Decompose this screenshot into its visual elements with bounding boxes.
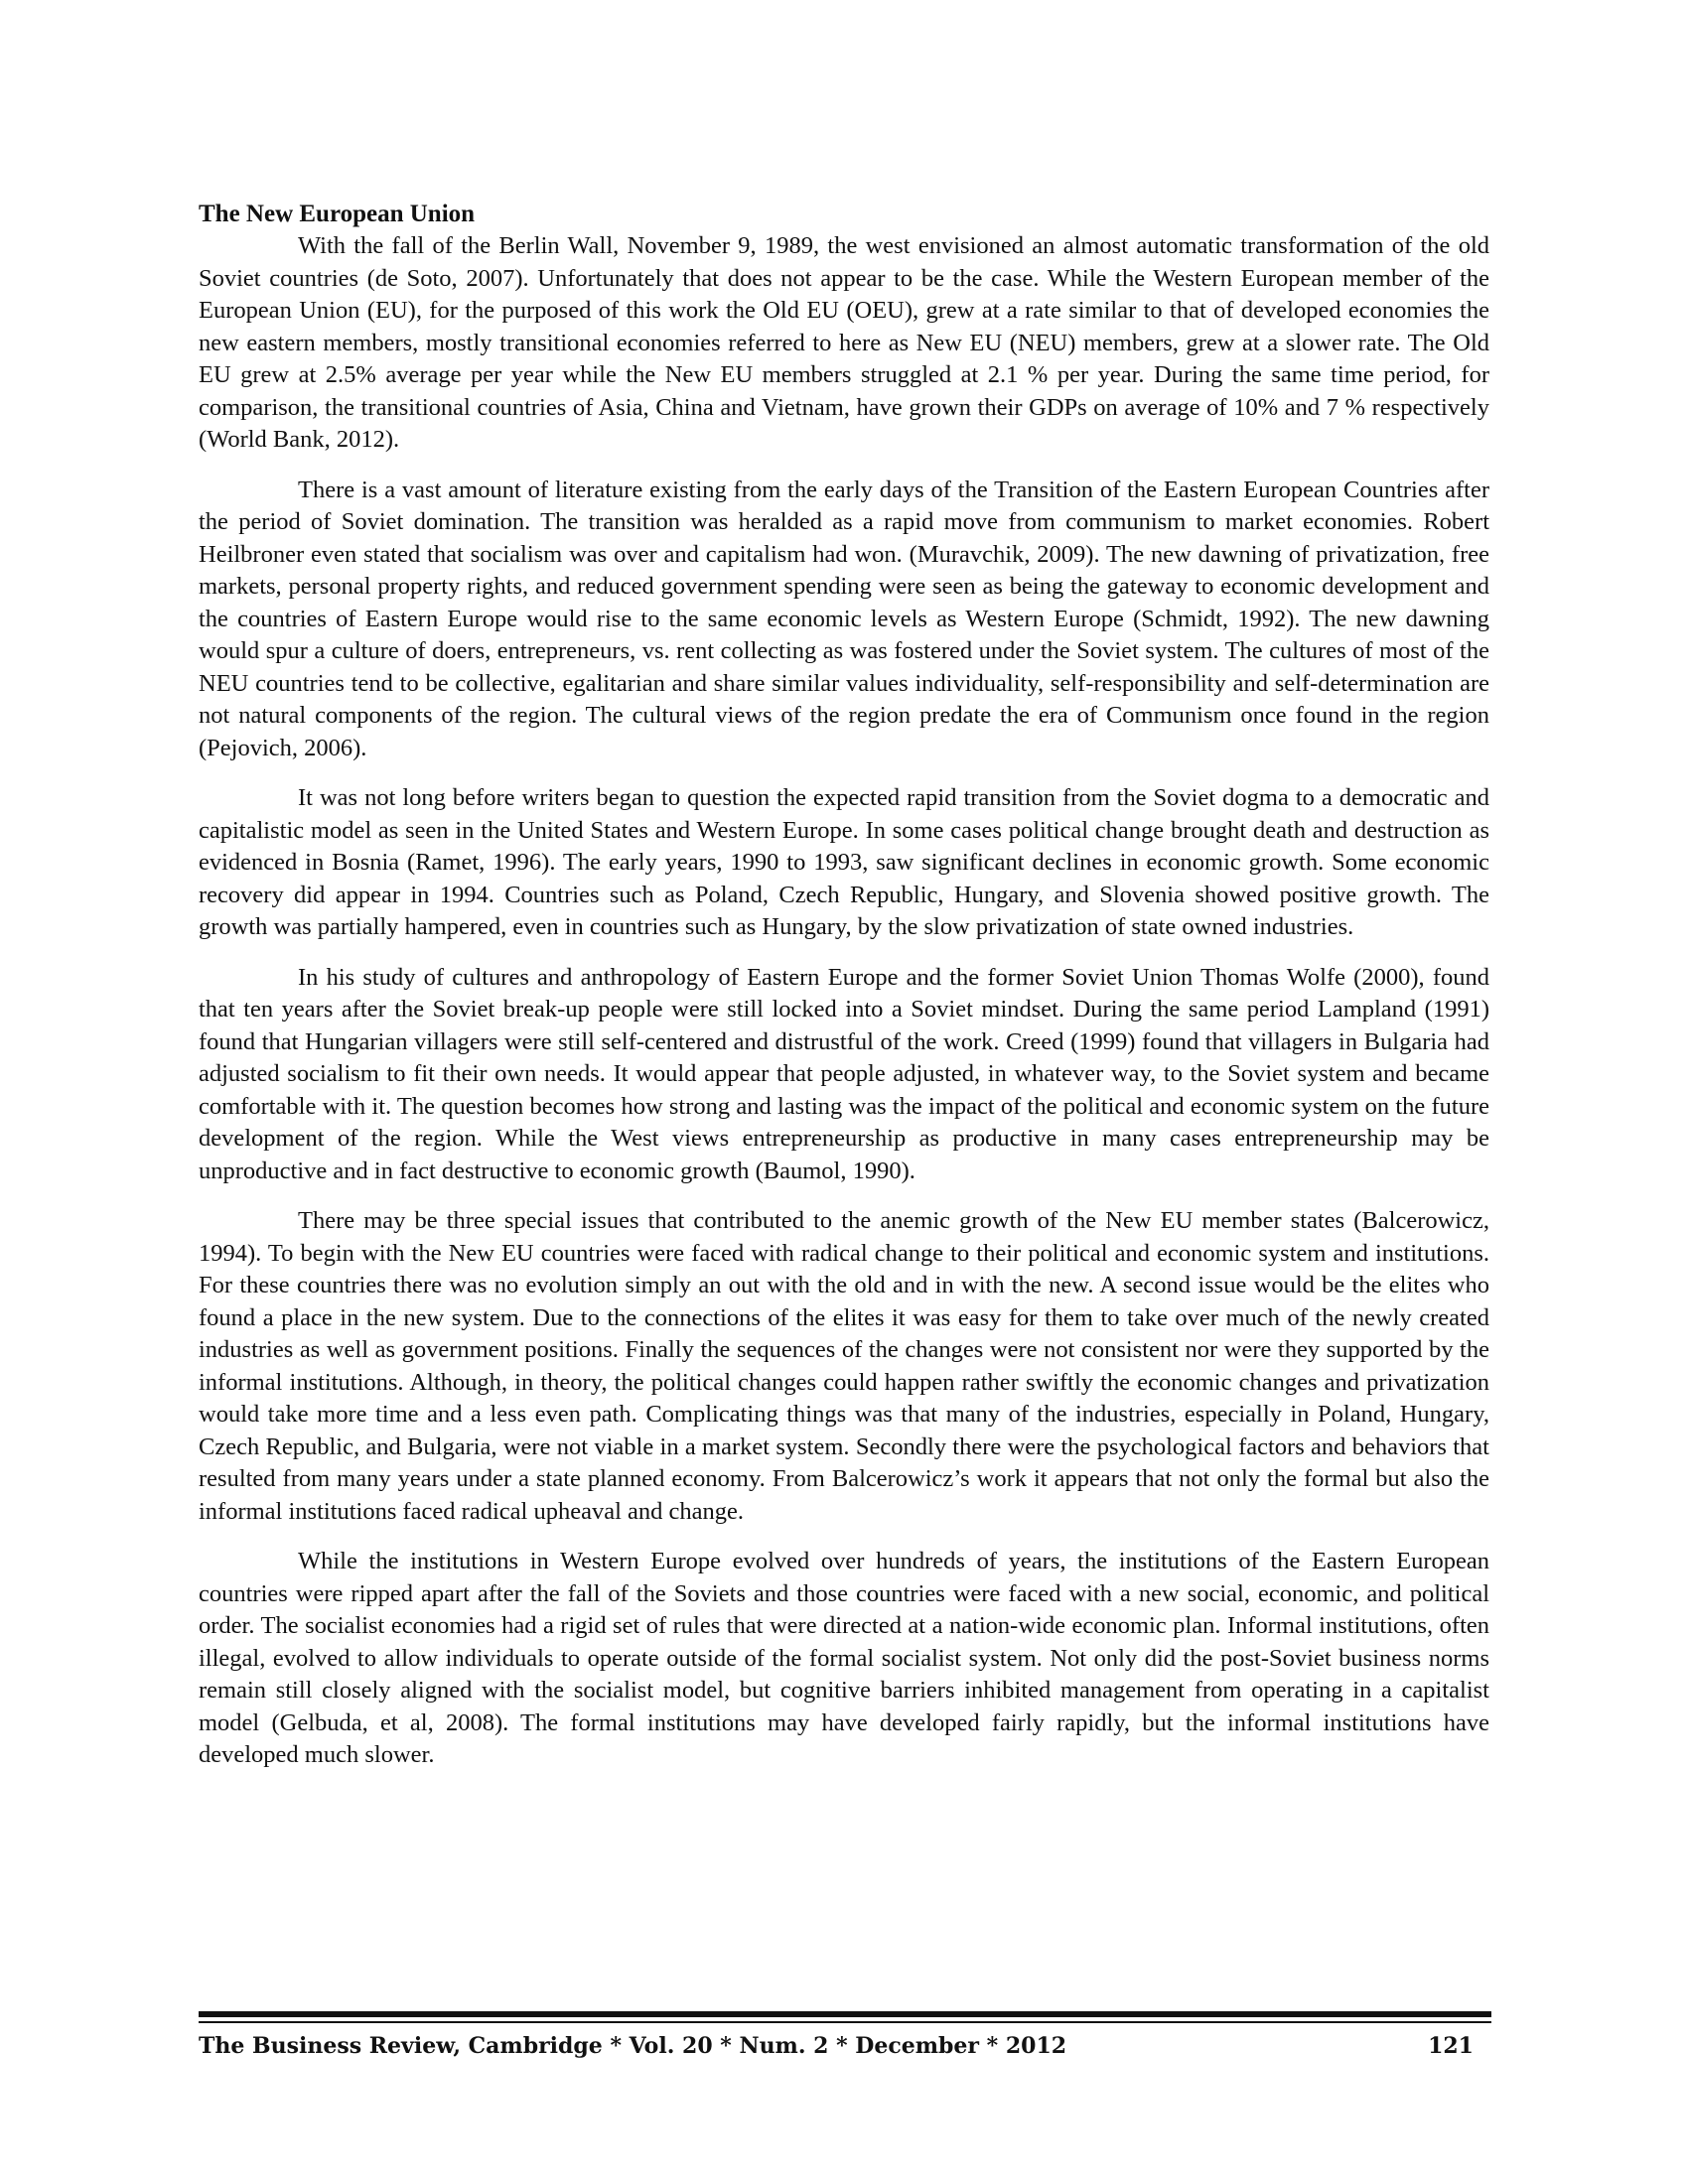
page-number: 121	[1428, 2033, 1474, 2059]
footer-rule-thick	[199, 2011, 1491, 2017]
footer-rule-thin	[199, 2021, 1491, 2023]
paragraph-5: There may be three special issues that contributed to the anemic growth of the New EU member states (Balcerowicz, 1994). To begin with the New EU countries were faced with radical change to their political and economic system and institutions. For these countries there was no evolution simply an out with the old and in with the new. A second issue would be the elites who found a place in the new system. Due to the connections of the elites it was easy for them to take over much of the newly created industries as well as government positions. Finally the sequences of the changes were not consistent nor were they supported by the informal institutions. Although, in theory, the political changes could happen rather swiftly the economic changes and privatization would take more time and a less even path. Complicating things was that many of the industries, especially in Poland, Hungary, Czech Republic, and Bulgaria, were not viable in a market system. Secondly there were the psychological factors and behaviors that resulted from many years under a state planned economy. From Balcerowicz’s work it appears that not only the formal but also the informal institutions faced radical upheaval and change.	[199, 1207, 1489, 1525]
paragraph-2: There is a vast amount of literature existing from the early days of the Transition of the Eastern European Countries after the period of Soviet domination. The transition was heralded as a rapid move from communism to market economies. Robert Heilbroner even stated that socialism was over and capitalism had won. (Muravchik, 2009). The new dawning of privatization, free markets, personal property rights, and reduced government spending were seen as being the gateway to economic development and the countries of Eastern Europe would rise to the same economic levels as Western Europe (Schmidt, 1992). The new dawning would spur a culture of doers, entrepreneurs, vs. rent collecting as was fostered under the Soviet system. The cultures of most of the NEU countries tend to be collective, egalitarian and share similar values individuality, self-responsibility and self-determination are not natural components of the region. The cultural views of the region predate the era of Communism once found in the region (Pejovich, 2006).	[199, 476, 1489, 761]
page-footer	[199, 2011, 1491, 2059]
paragraph-3: It was not long before writers began to question the expected rapid transition from the Soviet dogma to a democratic and capitalistic model as seen in the United States and Western Europe. In some cases political change brought death and destruction as evidenced in Bosnia (Ramet, 1996). The early years, 1990 to 1993, saw significant declines in economic growth. Some economic recovery did appear in 1994. Countries such as Poland, Czech Republic, Hungary, and Slovenia showed positive growth. The growth was partially hampered, even in countries such as Hungary, by the slow privatization of state owned industries.	[199, 784, 1489, 940]
paragraph-4: In his study of cultures and anthropology of Eastern Europe and the former Soviet Union Thomas Wolfe (2000), found that ten years after the Soviet break-up people were still locked into a Soviet mindset. During the same period Lampland (1991) found that Hungarian villagers were still self-centered and distrustful of the work. Creed (1999) found that villagers in Bulgaria had adjusted socialism to fit their own needs. It would appear that people adjusted, in whatever way, to the Soviet system and became comfortable with it. The question becomes how strong and lasting was the impact of the political and economic system on the future development of the region. While the West views entrepreneurship as productive in many cases entrepreneurship may be unproductive and in fact destructive to economic growth (Baumol, 1990).	[199, 963, 1489, 1184]
journal-citation: The Business Review, Cambridge * Vol. 20 * Num. 2 * December * 2012	[199, 2033, 1067, 2059]
section-title: The New European Union	[199, 201, 476, 227]
paragraph-1: With the fall of the Berlin Wall, November 9, 1989, the west envisioned an almost automatic transformation of the old Soviet countries (de Soto, 2007). Unfortunately that does not appear to be the case. While the Western European member of the European Union (EU), for the purposed of this work the Old EU (OEU), grew at a rate similar to that of developed economies the new eastern members, mostly transitional economies referred to here as New EU (NEU) members, grew at a slower rate. The Old EU grew at 2.5% average per year while the New EU members struggled at 2.1 % per year. During the same time period, for comparison, the transitional countries of Asia, China and Vietnam, have grown their GDPs on average of 10% and 7 % respectively (World Bank, 2012).	[199, 232, 1489, 453]
paragraph-6: While the institutions in Western Europe evolved over hundreds of years, the institutions of the Eastern European countries were ripped apart after the fall of the Soviets and those countries were faced with a new social, economic, and political order. The socialist economies had a rigid set of rules that were directed at a nation-wide economic plan. Informal institutions, often illegal, evolved to allow individuals to operate outside of the formal socialist system. Not only did the post-Soviet business norms remain still closely aligned with the socialist model, but cognitive barriers inhibited management from operating in a capitalist model (Gelbuda, et al, 2008). The formal institutions may have developed fairly rapidly, but the informal institutions have developed much slower.	[199, 1548, 1489, 1768]
page-body	[199, 199, 1489, 1790]
footer-row	[199, 2033, 1491, 2059]
